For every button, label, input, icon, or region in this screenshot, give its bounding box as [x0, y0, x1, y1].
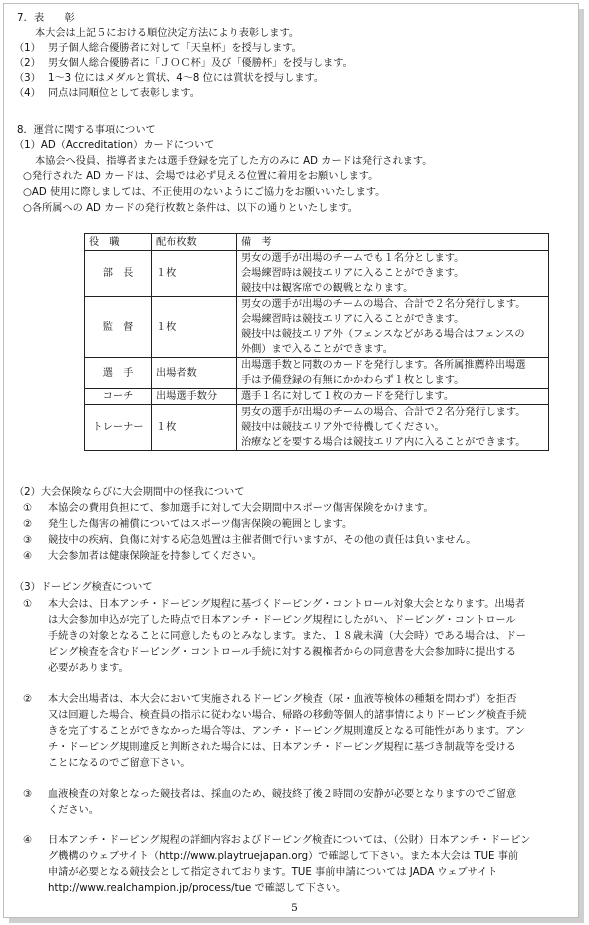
ad-card-heading: （1）AD（Accreditation）カードについて [14, 140, 215, 151]
award-item-text: 男子個人総合優勝者に対して「天皇杯」を授与します。 [48, 43, 302, 54]
doping-heading: （3）ドーピング検査について [14, 582, 153, 593]
note-line: 会場練習時は競技エリアに入ることができます。 [241, 314, 465, 325]
page-number: 5 [291, 902, 298, 914]
note-line: 手は予備登録の有無にかかわらず１枚とします。 [241, 375, 465, 386]
doping-item-line: ことになるのでご留意下さい。 [48, 758, 191, 769]
award-item-number: （4） [14, 88, 41, 99]
note-line: 選手１名に対して１枚のカードを発行します。 [241, 391, 455, 402]
count-cell: 出場選手数分 [152, 389, 237, 405]
role-cell: 部 長 [85, 251, 152, 297]
note-line: 出場選手数と同数のカードを発行します。各所属推薦枠出場選 [241, 360, 526, 371]
insurance-item-number: ③ [23, 535, 33, 546]
role-cell: トレーナー [85, 405, 152, 451]
note-line: 外側）まで入ることができます。 [241, 344, 393, 355]
count-cell: １枚 [152, 251, 237, 297]
page-shadow-bottom [9, 918, 584, 923]
note-line: 男女の選手が出場のチームの場合、合計で２名分発行します。 [241, 299, 526, 310]
insurance-item-number: ① [23, 503, 33, 514]
note-line: 競技中は観客席での観戦となります。 [241, 283, 414, 294]
insurance-item-number: ④ [23, 551, 33, 562]
insurance-heading: （2）大会保険ならびに大会期間中の怪我について [14, 487, 245, 498]
insurance-item-text: 大会参加者は健康保険証を持参してください。 [48, 551, 262, 562]
note-line: 会場練習時は競技エリアに入ることができます。 [241, 268, 465, 279]
doping-item-line: は大会参加申込が完了した時点で日本アンチ・ドーピング規程にしたがい、ドーピング・コントロール [48, 615, 516, 626]
doping-item-line: http://www.realchampion.jp/process/tue で確認して下さい。 [48, 883, 347, 894]
note-line: 競技中は競技エリア外で待機してください。 [241, 422, 445, 433]
award-item-number: （3） [14, 73, 41, 84]
table-row [85, 251, 549, 297]
notes-cell [237, 405, 549, 451]
doping-item-line: きを完了することができなかった場合等は、アンチ・ドーピング規則違反となる可能性があります。アン [48, 726, 525, 737]
doping-item-line: ピング検査を含むドーピング・コントロール手続に対する親権者からの同意書を大会参加時に提出する [48, 647, 517, 658]
notes-cell [237, 358, 549, 389]
notes-cell [237, 251, 549, 297]
table-row [85, 297, 549, 358]
award-item-number: （1） [14, 43, 41, 54]
ad-card-line: 本協会へ役員、指導者または選手登録を完了した方のみに AD カードは発行されます。 [35, 156, 433, 167]
award-item-text: 1～3 位にはメダルと賞状、4～8 位には賞状を授与します。 [48, 73, 325, 84]
ad-card-line: ○AD 使用に際しましては、不正使用のないようにご協力をお願いいたします。 [23, 187, 386, 198]
role-cell: コーチ [85, 389, 152, 405]
ad-card-line: ○各所属への AD カードの発行枚数と条件は、以下の通りといたします。 [23, 203, 358, 214]
ad-card-line: ○発行された AD カードは、会場では必ず見える位置に着用をお願いします。 [23, 171, 379, 182]
doping-item-number: ① [23, 599, 33, 610]
table-header-role: 役 職 [85, 234, 152, 251]
section8-heading: 8．運営に関する事項について [17, 125, 156, 136]
role-cell: 監 督 [85, 297, 152, 358]
doping-item-line: ください。 [48, 805, 99, 816]
section7-heading: 表 彰 [34, 13, 75, 24]
notes-cell [237, 297, 549, 358]
insurance-item-text: 発生した傷害の補償についてはスポーツ傷害保険の範囲とします。 [48, 519, 353, 530]
table-header-row [85, 234, 549, 251]
doping-item-number: ② [23, 694, 33, 705]
doping-item-line: 又は回避した場合、検査員の指示に従わない場合、帰路の移動等個人的諸事情によりドーピング検査手続 [48, 710, 527, 721]
notes-cell [237, 389, 549, 405]
award-item-text: 男女個人総合優勝者に「ＪＯＣ杯」及び「優勝杯」を授与します。 [48, 58, 353, 69]
note-line: 男女の選手が出場のチームでも１名分とします。 [241, 253, 465, 264]
doping-item-line: チ・ドーピング規則違反と判断された場合には、日本アンチ・ドーピング規程に基づき制裁等を受ける [48, 742, 516, 753]
note-line: 治療などを要する場合は競技エリア内に入ることができます。 [241, 437, 526, 448]
count-cell: １枚 [152, 297, 237, 358]
doping-item-number: ③ [23, 789, 33, 800]
section7-heading-number: 7. [17, 13, 27, 24]
section7-intro: 本大会は上記５における順位決定方法により表彰します。 [35, 28, 300, 39]
insurance-item-number: ② [23, 519, 33, 530]
insurance-item-text: 競技中の疾病、負傷に対する応急処置は主催者側で行いますが、その他の責任は負いません。 [48, 535, 477, 546]
note-line: 競技中は競技エリア外（フェンスなどがある場合はフェンスの [241, 329, 525, 340]
count-cell: 出場者数 [152, 358, 237, 389]
table-header-notes: 備 考 [237, 234, 549, 251]
note-line: 男女の選手が出場のチームの場合、合計で２名分発行します。 [241, 407, 526, 418]
doping-item-line: 手続きの対象となることに同意したものとみなします。また、１８歳未満（大会時）である場合は、ドー [48, 631, 526, 642]
doping-item-number: ④ [23, 835, 33, 846]
ad-card-table [84, 233, 549, 451]
table-row [85, 389, 549, 405]
doping-item-line: 本大会は、日本アンチ・ドーピング規程に基づくドーピング・コントロール対象大会となります。出場者 [48, 599, 525, 610]
doping-item-line: 本大会出場者は、本大会において実施されるドーピング検査（尿・血液等検体の種類を問わず）を拒否 [48, 694, 517, 705]
doping-item-line: 必要があります。 [48, 663, 129, 674]
award-item-text: 同点は同順位として表彰します。 [48, 88, 200, 99]
award-item-number: （2） [14, 58, 41, 69]
doping-item-line: 血液検査の対象となった競技者は、採血のため、競技終了後２時間の安静が必要となりますのでご留意 [48, 789, 517, 800]
doping-item-line: 申請が必要となる競技会として指定されております。TUE 事前申請については JADA ウェブサイト [48, 867, 498, 878]
doping-item-line: 日本アンチ・ドーピング規程の詳細内容およびドーピング検査については、（公財）日本アンチ・ドーピン [48, 835, 531, 846]
doping-item-line: グ機構のウェブサイト（http://www.playtruejapan.org）で確認して下さい。また本大会は TUE 事前 [48, 851, 519, 862]
page-shadow-right [579, 9, 584, 922]
table-row [85, 358, 549, 389]
count-cell: １枚 [152, 405, 237, 451]
table-header-count: 配布枚数 [152, 234, 237, 251]
table-row [85, 405, 549, 451]
insurance-item-text: 本協会の費用負担にて、参加選手に対して大会期間中スポーツ傷害保険をかけます。 [48, 503, 434, 514]
role-cell: 選 手 [85, 358, 152, 389]
